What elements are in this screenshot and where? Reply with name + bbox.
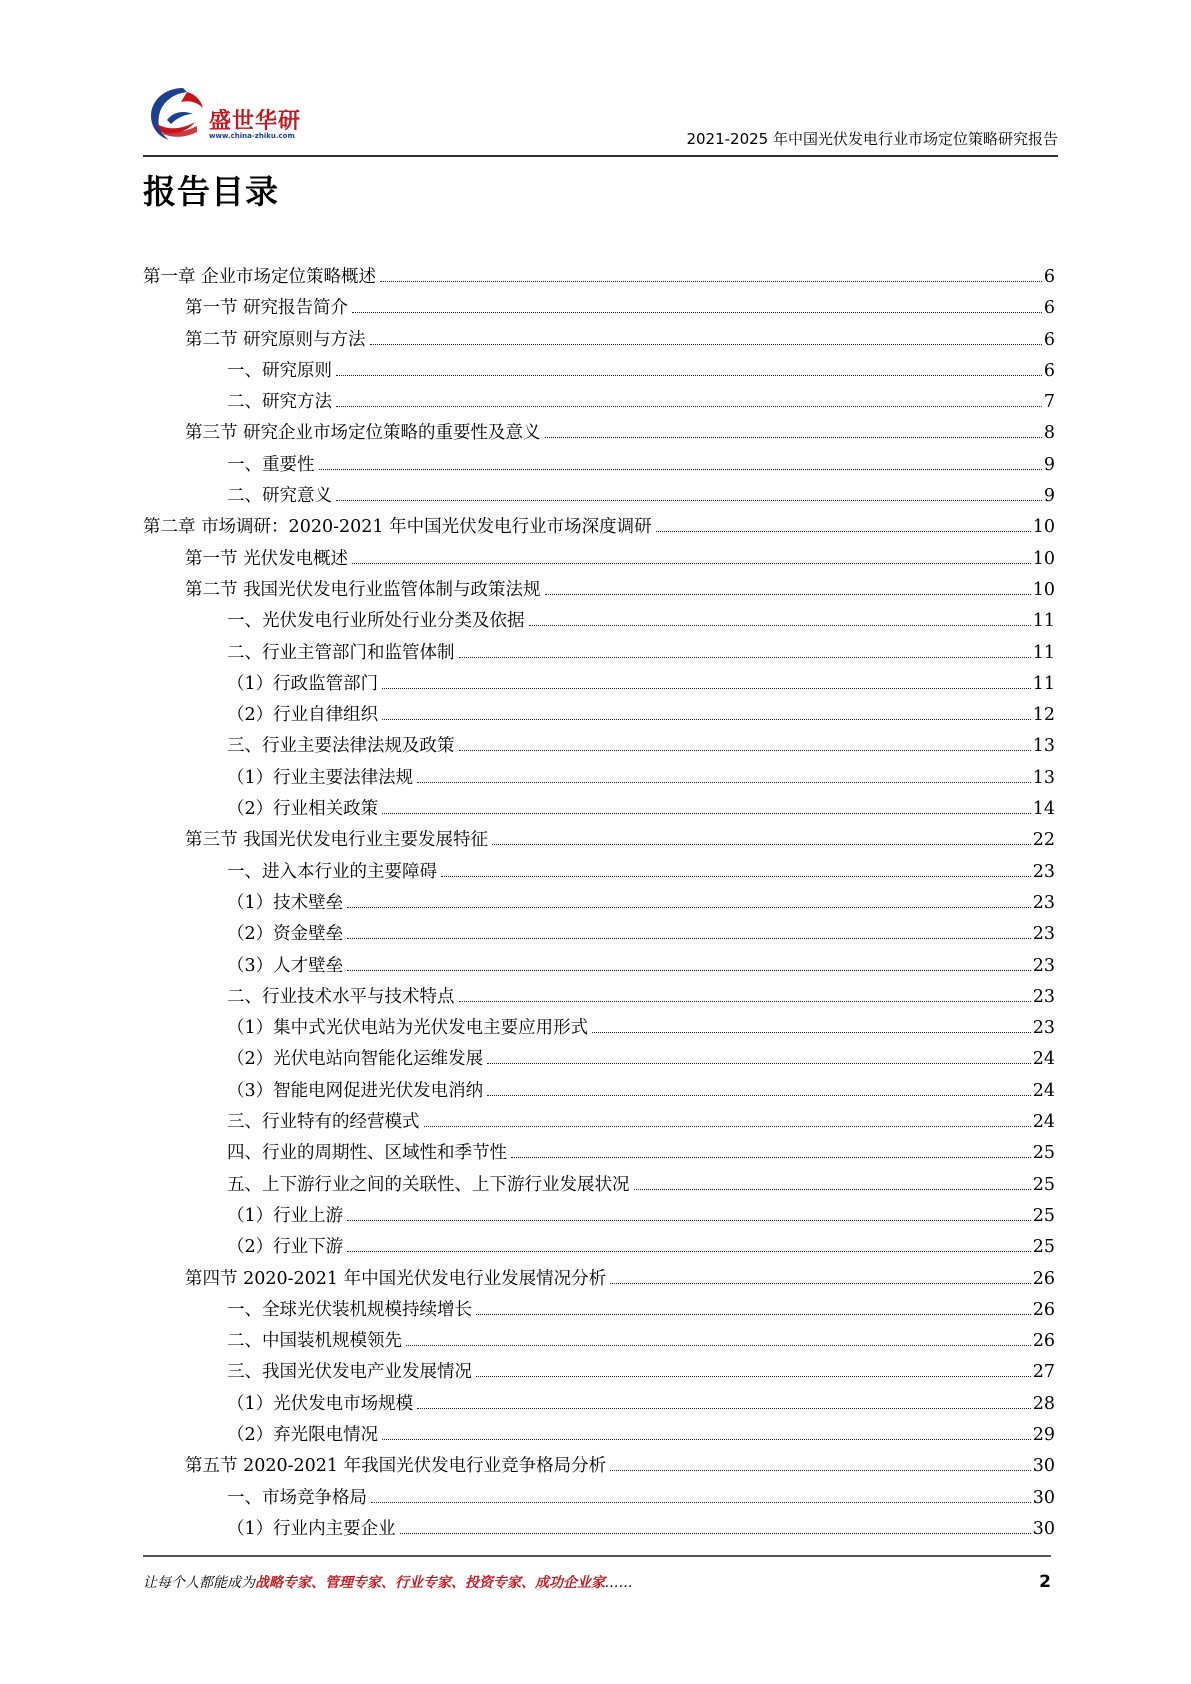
toc-entry-title: （2）弃光限电情况 <box>227 1424 379 1445</box>
toc-entry[interactable] <box>143 1202 1055 1233</box>
toc-entry-page: 29 <box>1032 1424 1055 1445</box>
toc-dot-leader <box>380 281 1042 282</box>
toc-entry-page: 13 <box>1032 767 1055 788</box>
toc-entry[interactable] <box>143 1045 1055 1076</box>
toc-entry[interactable] <box>143 1233 1055 1264</box>
toc-dot-leader <box>476 1376 1031 1377</box>
toc-entry-title: （1）行业上游 <box>227 1205 344 1226</box>
toc-entry[interactable] <box>143 732 1055 763</box>
toc-dot-leader <box>610 1283 1031 1284</box>
toc-dot-leader <box>382 813 1031 814</box>
toc-dot-leader <box>441 876 1031 877</box>
toc-entry-page: 24 <box>1032 1112 1055 1133</box>
toc-entry-page: 25 <box>1032 1143 1055 1164</box>
toc-entry[interactable] <box>143 1077 1055 1108</box>
toc-entry[interactable] <box>143 1452 1055 1483</box>
toc-entry[interactable] <box>143 388 1055 419</box>
page-title: 报告目录 <box>143 172 279 211</box>
toc-dot-leader <box>382 688 1031 689</box>
toc-entry-title: （2）资金壁垒 <box>227 924 344 945</box>
toc-entry-page: 9 <box>1043 454 1055 475</box>
toc-entry-title: 第一节 研究报告简介 <box>185 298 349 319</box>
toc-entry-title: 二、中国装机规模领先 <box>227 1331 402 1352</box>
toc-entry[interactable] <box>143 826 1055 857</box>
report-title: 2021-2025 年中国光伏发电行业市场定位策略研究报告 <box>686 130 1058 148</box>
toc-entry[interactable] <box>143 326 1055 357</box>
toc-entry[interactable] <box>143 1108 1055 1139</box>
toc-dot-leader <box>382 1439 1031 1440</box>
brand-logo-icon <box>143 82 209 147</box>
toc-dot-leader <box>347 938 1031 939</box>
toc-entry-page: 14 <box>1032 799 1055 820</box>
toc-dot-leader <box>417 1408 1031 1409</box>
toc-entry[interactable] <box>143 670 1055 701</box>
toc-entry[interactable] <box>143 983 1055 1014</box>
footer-slogan-roles: 战略专家、管理专家、行业专家、投资专家、成功企业家 <box>255 1575 605 1591</box>
toc-entry[interactable] <box>143 701 1055 732</box>
toc-dot-leader <box>417 782 1031 783</box>
toc-entry[interactable] <box>143 1265 1055 1296</box>
toc-dot-leader <box>459 1001 1031 1002</box>
toc-dot-leader <box>610 1470 1031 1471</box>
toc-entry-title: （1）行业内主要企业 <box>227 1518 396 1539</box>
toc-entry[interactable] <box>143 357 1055 388</box>
toc-entry[interactable] <box>143 920 1055 951</box>
toc-entry-title: （1）技术壁垒 <box>227 892 344 913</box>
toc-entry[interactable] <box>143 451 1055 482</box>
toc-entry[interactable] <box>143 795 1055 826</box>
toc-entry-page: 23 <box>1032 924 1055 945</box>
toc-entry-page: 26 <box>1032 1268 1055 1289</box>
toc-entry-page: 26 <box>1032 1299 1055 1320</box>
toc-dot-leader <box>336 406 1042 407</box>
toc-entry[interactable] <box>143 639 1055 670</box>
toc-dot-leader <box>347 970 1031 971</box>
toc-entry-page: 23 <box>1032 955 1055 976</box>
toc-entry-title: （1）行业主要法律法规 <box>227 767 414 788</box>
toc-entry-page: 12 <box>1032 705 1055 726</box>
page-number: 2 <box>1039 1572 1051 1592</box>
toc-entry-title: 第二节 研究原则与方法 <box>185 329 366 350</box>
toc-entry[interactable] <box>143 1484 1055 1515</box>
toc-entry-page: 27 <box>1032 1362 1055 1383</box>
toc-dot-leader <box>370 344 1042 345</box>
toc-entry-title: （1）光伏发电市场规模 <box>227 1393 414 1414</box>
toc-entry-title: 第二章 市场调研：2020-2021 年中国光伏发电行业市场深度调研 <box>143 517 652 538</box>
toc-entry-page: 24 <box>1032 1080 1055 1101</box>
toc-entry-title: 一、进入本行业的主要障碍 <box>227 861 437 882</box>
toc-dot-leader <box>529 625 1031 626</box>
toc-entry-page: 6 <box>1043 298 1055 319</box>
toc-entry-title: 第一节 光伏发电概述 <box>185 548 349 569</box>
toc-entry-page: 6 <box>1043 360 1055 381</box>
toc-entry-page: 30 <box>1032 1456 1055 1477</box>
toc-dot-leader <box>352 563 1031 564</box>
toc-entry[interactable] <box>143 1139 1055 1170</box>
toc-entry-page: 7 <box>1043 392 1055 413</box>
toc-dot-leader <box>545 594 1031 595</box>
toc-entry[interactable] <box>143 952 1055 983</box>
toc-entry[interactable] <box>143 858 1055 889</box>
toc-dot-leader <box>511 1157 1031 1158</box>
toc-entry-title: 一、研究原则 <box>227 360 332 381</box>
toc-entry-page: 30 <box>1032 1518 1055 1539</box>
toc-entry-title: 四、行业的周期性、区域性和季节性 <box>227 1143 507 1164</box>
toc-entry-page: 6 <box>1043 267 1055 287</box>
toc-entry[interactable] <box>143 1171 1055 1202</box>
toc-dot-leader <box>382 719 1031 720</box>
toc-entry-page: 28 <box>1032 1393 1055 1414</box>
toc-entry[interactable] <box>143 1358 1055 1389</box>
toc-dot-leader <box>634 1189 1031 1190</box>
footer-divider <box>143 1555 1051 1557</box>
toc-entry-page: 23 <box>1032 1018 1055 1039</box>
toc-entry[interactable] <box>143 513 1055 544</box>
toc-entry-title: （1）集中式光伏电站为光伏发电主要应用形式 <box>227 1018 589 1039</box>
toc-dot-leader <box>459 750 1031 751</box>
toc-entry-title: 二、行业主管部门和监管体制 <box>227 642 455 663</box>
toc-entry[interactable] <box>143 1421 1055 1452</box>
toc-entry[interactable] <box>143 576 1055 607</box>
toc-entry[interactable] <box>143 419 1055 450</box>
toc-entry[interactable] <box>143 1327 1055 1358</box>
toc-dot-leader <box>424 1126 1031 1127</box>
toc-entry-page: 11 <box>1032 642 1055 663</box>
toc-dot-leader <box>336 375 1042 376</box>
toc-dot-leader <box>336 500 1042 501</box>
toc-entry-title: （2）行业相关政策 <box>227 799 379 820</box>
toc-dot-leader <box>406 1345 1031 1346</box>
toc-entry-page: 23 <box>1032 892 1055 913</box>
toc-dot-leader <box>656 531 1031 532</box>
footer-slogan-ellipsis: …… <box>605 1575 633 1591</box>
toc-dot-leader <box>347 1220 1031 1221</box>
page-header <box>143 82 1058 158</box>
toc-entry-title: 五、上下游行业之间的关联性、上下游行业发展状况 <box>227 1174 630 1195</box>
table-of-contents <box>143 263 1055 1546</box>
toc-entry[interactable] <box>143 607 1055 638</box>
toc-dot-leader <box>592 1032 1031 1033</box>
toc-entry[interactable] <box>143 294 1055 325</box>
toc-entry-page: 25 <box>1032 1174 1055 1195</box>
toc-dot-leader <box>545 437 1042 438</box>
toc-entry-title: 二、行业技术水平与技术特点 <box>227 986 455 1007</box>
toc-entry[interactable] <box>143 263 1055 294</box>
toc-entry[interactable] <box>143 1515 1055 1546</box>
toc-entry-title: 第四节 2020-2021 年中国光伏发电行业发展情况分析 <box>185 1268 607 1289</box>
toc-dot-leader <box>476 1314 1031 1315</box>
toc-entry-page: 6 <box>1043 329 1055 350</box>
toc-entry-page: 30 <box>1032 1487 1055 1508</box>
toc-entry-title: 第二节 我国光伏发电行业监管体制与政策法规 <box>185 579 541 600</box>
toc-entry-page: 25 <box>1032 1205 1055 1226</box>
toc-entry-page: 10 <box>1032 517 1055 538</box>
toc-entry-page: 13 <box>1032 736 1055 757</box>
toc-entry[interactable] <box>143 1296 1055 1327</box>
toc-entry-title: 第三节 研究企业市场定位策略的重要性及意义 <box>185 423 541 444</box>
toc-entry-title: 三、我国光伏发电产业发展情况 <box>227 1362 472 1383</box>
brand-logo <box>143 82 318 147</box>
toc-entry-page: 26 <box>1032 1331 1055 1352</box>
toc-entry-title: 第五节 2020-2021 年我国光伏发电行业竞争格局分析 <box>185 1456 607 1477</box>
toc-entry-title: 二、研究方法 <box>227 392 332 413</box>
toc-entry-title: 二、研究意义 <box>227 486 332 507</box>
toc-dot-leader <box>347 1251 1031 1252</box>
toc-entry-page: 23 <box>1032 986 1055 1007</box>
toc-entry-title: 第一章 企业市场定位策略概述 <box>143 267 377 287</box>
toc-entry-title: 三、行业特有的经营模式 <box>227 1112 420 1133</box>
toc-entry-title: 三、行业主要法律法规及政策 <box>227 736 455 757</box>
toc-entry[interactable] <box>143 1390 1055 1421</box>
toc-entry-title: （3）人才壁垒 <box>227 955 344 976</box>
toc-entry[interactable] <box>143 764 1055 795</box>
page-footer <box>143 1572 1051 1592</box>
header-divider <box>143 155 1058 157</box>
toc-dot-leader <box>459 657 1031 658</box>
footer-slogan-lead: 让每个人都能成为 <box>143 1575 255 1591</box>
toc-entry-page: 11 <box>1032 611 1055 632</box>
toc-entry-page: 8 <box>1043 423 1055 444</box>
toc-dot-leader <box>371 1502 1031 1503</box>
toc-entry-title: （1）行政监管部门 <box>227 673 379 694</box>
toc-dot-leader <box>352 312 1042 313</box>
toc-dot-leader <box>347 907 1031 908</box>
toc-dot-leader <box>400 1533 1031 1534</box>
toc-entry-page: 11 <box>1032 673 1055 694</box>
toc-entry-title: 一、全球光伏装机规模持续增长 <box>227 1299 472 1320</box>
toc-entry-page: 24 <box>1032 1049 1055 1070</box>
toc-entry-page: 10 <box>1032 579 1055 600</box>
toc-entry[interactable] <box>143 1014 1055 1045</box>
toc-entry-page: 23 <box>1032 861 1055 882</box>
toc-entry-title: （3）智能电网促进光伏发电消纳 <box>227 1080 484 1101</box>
toc-entry-page: 22 <box>1032 830 1055 851</box>
toc-dot-leader <box>319 469 1042 470</box>
toc-entry-title: 一、光伏发电行业所处行业分类及依据 <box>227 611 525 632</box>
toc-entry[interactable] <box>143 545 1055 576</box>
toc-entry-title: 第三节 我国光伏发电行业主要发展特征 <box>185 830 489 851</box>
toc-dot-leader <box>487 1063 1031 1064</box>
brand-url: www.china-zhiku.com <box>209 132 295 140</box>
toc-entry-page: 25 <box>1032 1237 1055 1258</box>
toc-entry[interactable] <box>143 482 1055 513</box>
toc-entry-title: 一、市场竞争格局 <box>227 1487 367 1508</box>
toc-dot-leader <box>492 844 1031 845</box>
toc-entry[interactable] <box>143 889 1055 920</box>
brand-name: 盛世华研 <box>209 109 302 134</box>
toc-entry-title: （2）行业自律组织 <box>227 705 379 726</box>
toc-entry-title: （2）光伏电站向智能化运维发展 <box>227 1049 484 1070</box>
toc-entry-page: 9 <box>1043 486 1055 507</box>
toc-dot-leader <box>487 1095 1031 1096</box>
toc-entry-title: （2）行业下游 <box>227 1237 344 1258</box>
toc-entry-title: 一、重要性 <box>227 454 315 475</box>
toc-entry-page: 10 <box>1032 548 1055 569</box>
